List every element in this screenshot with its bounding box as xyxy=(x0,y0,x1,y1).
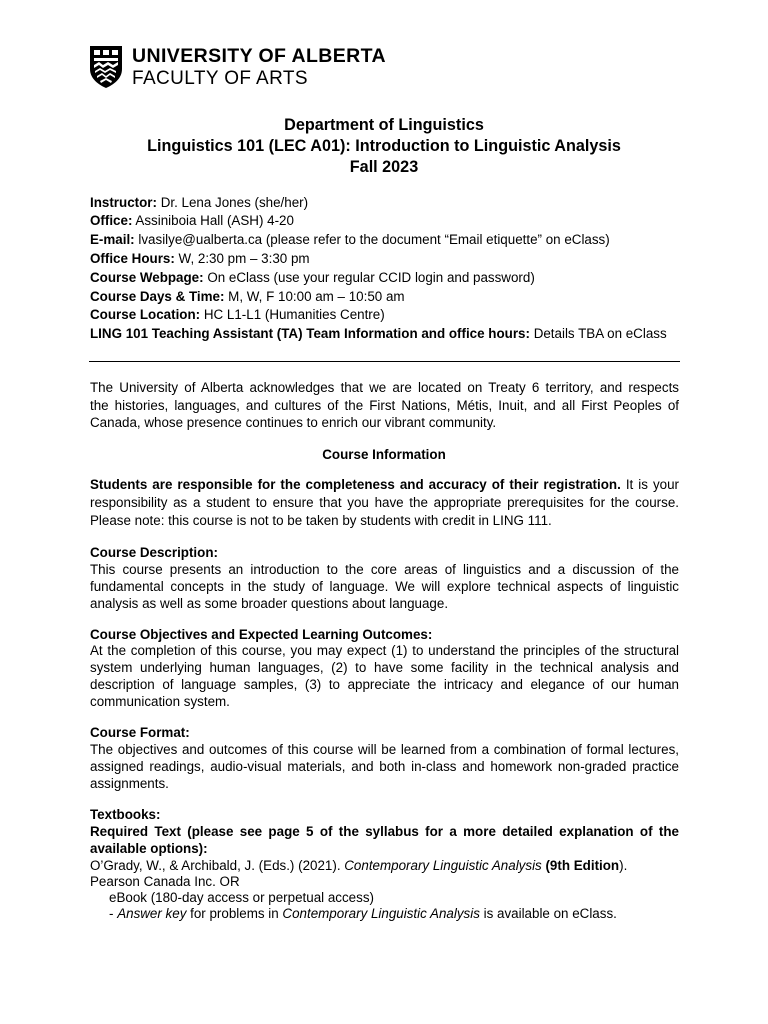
course-webpage-line xyxy=(90,269,535,287)
email-value: lvasilye@ualberta.ca (please refer to the document “Email etiquette” on eClass) xyxy=(134,232,610,247)
course-info-heading: Course Information xyxy=(322,447,446,462)
answer-key-line xyxy=(109,905,617,923)
answer-key-book-title: Contemporary Linguistic Analysis xyxy=(282,906,480,921)
logo-faculty-name: FACULTY OF ARTS xyxy=(132,68,308,89)
course-days-line xyxy=(90,288,405,306)
header-divider xyxy=(89,361,680,362)
registration-line-3: Please note: this course is not to be taken by students with credit in LING 111. xyxy=(90,513,552,528)
course-days-value: M, W, F 10:00 am – 10:50 am xyxy=(224,289,405,304)
required-text-line-1: Required Text (please see page 5 of the syllabus for a more detailed explanation of the xyxy=(90,824,679,839)
course-location-line xyxy=(90,306,385,324)
office-label: Office: xyxy=(90,213,133,228)
registration-line-1 xyxy=(90,476,679,494)
course-title: Linguistics 101 (LEC A01): Introduction to Linguistic Analysis xyxy=(147,137,621,155)
objectives-line-2: system underlying human languages, (2) to have some facility in the technical analysis and xyxy=(90,660,679,675)
citation-authors: O’Grady, W., & Archibald, J. (Eds.) (2021). xyxy=(90,858,345,873)
ta-info-value: Details TBA on eClass xyxy=(529,326,667,341)
term-title: Fall 2023 xyxy=(349,158,419,176)
description-line-1: This course presents an introduction to the core areas of linguistics and a discussion of the xyxy=(90,562,679,577)
publisher-line: Pearson Canada Inc. OR xyxy=(90,874,240,889)
format-heading: Course Format: xyxy=(90,725,190,740)
instructor-value: Dr. Lena Jones (she/her) xyxy=(156,195,309,210)
textbooks-heading: Textbooks: xyxy=(90,807,161,822)
registration-line-2: responsibility as a student to ensure that you have the appropriate prerequisites for the course. xyxy=(90,495,679,510)
land-ack-line-3: Canada, whose presence continues to enrich our vibrant community. xyxy=(90,415,497,430)
answer-key-end: is available on eClass. xyxy=(479,906,617,921)
format-line-2: assigned readings, audio-visual materials, and both in-class and homework non-graded practice xyxy=(90,759,679,774)
citation-end: ). xyxy=(619,858,628,873)
office-line xyxy=(90,212,294,230)
objectives-heading: Course Objectives and Expected Learning Outcomes: xyxy=(90,627,433,642)
course-webpage-label: Course Webpage: xyxy=(90,270,204,285)
registration-bold-text: Students are responsible for the completeness and accuracy of their registration. xyxy=(90,477,621,492)
office-hours-value: W, 2:30 pm – 3:30 pm xyxy=(174,251,310,266)
citation-edition: (9th Edition xyxy=(541,858,620,873)
registration-line-1-rest: It is your xyxy=(620,477,679,492)
course-location-value: HC L1-L1 (Humanities Centre) xyxy=(200,307,385,322)
logo-university-name: UNIVERSITY OF ALBERTA xyxy=(132,45,386,67)
description-line-2: fundamental concepts in the study of language. We will explore technical aspects of linguistic xyxy=(90,579,679,594)
shield-crest-icon xyxy=(89,45,123,89)
course-webpage-value: On eClass (use your regular CCID login and password) xyxy=(203,270,535,285)
instructor-line xyxy=(90,194,308,212)
department-title: Department of Linguistics xyxy=(284,116,484,134)
ebook-line: eBook (180-day access or perpetual access) xyxy=(109,890,374,905)
objectives-line-3: description of language samples, (3) to appreciate the intricacy and elegance of our human xyxy=(90,677,679,692)
format-line-3: assignments. xyxy=(90,776,169,791)
email-line xyxy=(90,231,610,249)
instructor-label: Instructor: xyxy=(90,195,157,210)
objectives-line-4: communication system. xyxy=(90,694,230,709)
ta-info-label: LING 101 Teaching Assistant (TA) Team Information and office hours: xyxy=(90,326,530,341)
ta-info-line xyxy=(90,325,667,343)
course-location-label: Course Location: xyxy=(90,307,201,322)
course-days-label: Course Days & Time: xyxy=(90,289,225,304)
description-heading: Course Description: xyxy=(90,545,218,560)
answer-key-mid: for problems in xyxy=(186,906,283,921)
answer-key-label: Answer key xyxy=(117,906,187,921)
answer-key-dash: - xyxy=(109,906,118,921)
citation-title: Contemporary Linguistic Analysis xyxy=(344,858,542,873)
office-value: Assiniboia Hall (ASH) 4-20 xyxy=(132,213,294,228)
format-line-1: The objectives and outcomes of this course will be learned from a combination of formal lectures, xyxy=(90,742,679,757)
email-label: E-mail: xyxy=(90,232,135,247)
land-ack-line-1: The University of Alberta acknowledges that we are located on Treaty 6 territory, and respects xyxy=(90,380,679,395)
office-hours-line xyxy=(90,250,310,268)
description-line-3: analysis as well as some broader questions about language. xyxy=(90,596,449,611)
land-ack-line-2: the histories, languages, and cultures of the First Nations, Métis, Inuit, and all First Peoples of xyxy=(90,398,679,413)
required-text-line-2: available options): xyxy=(90,841,208,856)
office-hours-label: Office Hours: xyxy=(90,251,175,266)
objectives-line-1: At the completion of this course, you may expect (1) to understand the principles of the structural xyxy=(90,643,679,658)
